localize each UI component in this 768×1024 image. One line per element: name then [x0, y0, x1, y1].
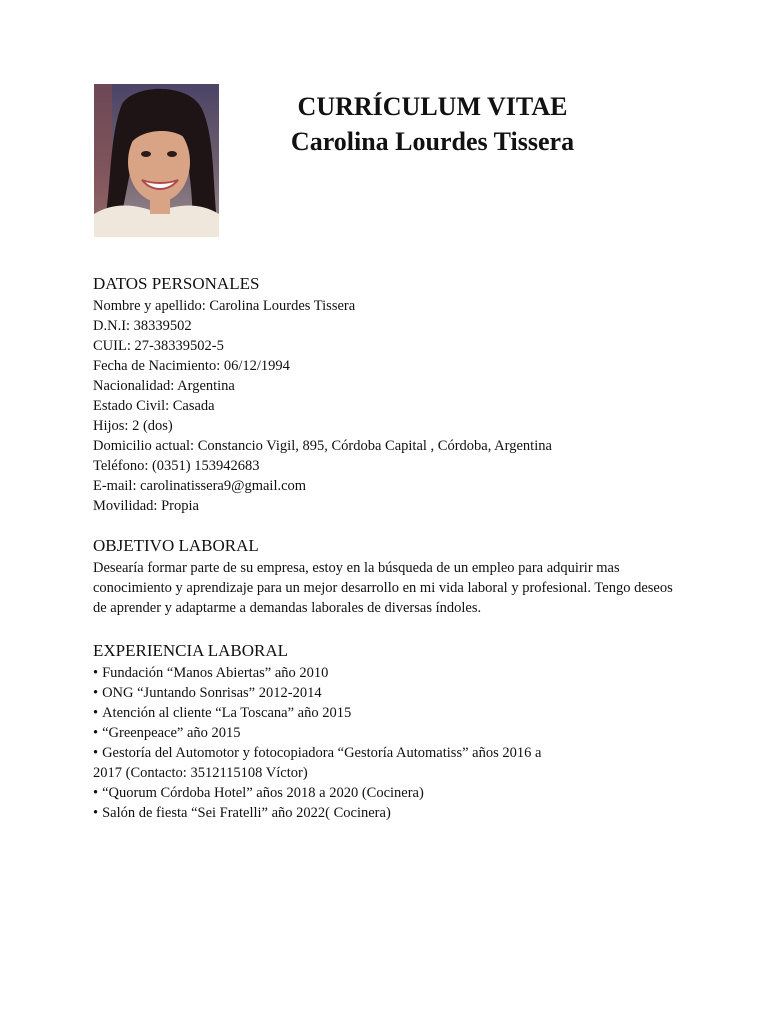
personal-nationality-line: Nacionalidad: Argentina [93, 378, 235, 394]
bullet-icon: • [93, 725, 99, 741]
section-heading-personal: DATOS PERSONALES [93, 274, 260, 293]
experience-item-text: Salón de fiesta “Sei Fratelli” año 2022( Cocinera) [102, 805, 391, 821]
experience-section [93, 639, 693, 823]
document-title: CURRÍCULUM VITAE [297, 92, 568, 121]
bullet-icon: • [93, 745, 99, 761]
experience-item [93, 723, 693, 743]
personal-mobility-line: Movilidad: Propia [93, 498, 199, 514]
bullet-icon: • [93, 805, 99, 821]
experience-item [93, 783, 693, 803]
objective-section [93, 534, 693, 618]
bullet-icon: • [93, 685, 99, 701]
document-header [230, 90, 635, 160]
experience-item-text: ONG “Juntando Sonrisas” 2012-2014 [102, 685, 322, 701]
bullet-icon: • [93, 785, 99, 801]
experience-item [93, 743, 693, 763]
experience-item-continuation: 2017 (Contacto: 3512115108 Víctor) [93, 765, 308, 781]
personal-name-line: Nombre y apellido: Carolina Lourdes Tissera [93, 298, 356, 314]
experience-item [93, 703, 693, 723]
experience-item [93, 803, 693, 823]
personal-phone-line: Teléfono: (0351) 153942683 [93, 458, 260, 474]
section-heading-objective: OBJETIVO LABORAL [93, 536, 259, 555]
personal-civil-status-line: Estado Civil: Casada [93, 398, 215, 414]
personal-email-line: E-mail: carolinatissera9@gmail.com [93, 478, 307, 494]
profile-photo [94, 84, 219, 237]
personal-dni-line: D.N.I: 38339502 [93, 318, 192, 334]
experience-item-text: Fundación “Manos Abiertas” año 2010 [102, 665, 329, 681]
experience-item-text: “Greenpeace” año 2015 [102, 725, 241, 741]
objective-text: Desearía formar parte de su empresa, estoy en la búsqueda de un empleo para adquirir mas conocimiento y aprendizaje para un mejor desarrollo en mi vida laboral y profesional. Tengo deseos de aprender y adaptarme a demandas laborales de diversas índoles. [93, 560, 673, 616]
experience-item-text: Atención al cliente “La Toscana” año 2015 [102, 705, 352, 721]
personal-cuil-line: CUIL: 27-38339502-5 [93, 338, 224, 354]
experience-item [93, 683, 693, 703]
experience-item [93, 663, 693, 683]
bullet-icon: • [93, 665, 99, 681]
personal-birthdate-line: Fecha de Nacimiento: 06/12/1994 [93, 358, 290, 374]
portrait-image [94, 84, 219, 237]
bullet-icon: • [93, 705, 99, 721]
experience-item-text: Gestoría del Automotor y fotocopiadora “Gestoría Automatiss” años 2016 a [102, 745, 542, 761]
personal-address-line: Domicilio actual: Constancio Vigil, 895, Córdoba Capital , Córdoba, Argentina [93, 438, 552, 454]
personal-data-section [93, 272, 693, 516]
cv-body [93, 272, 693, 823]
personal-children-line: Hijos: 2 (dos) [93, 418, 173, 434]
candidate-name: Carolina Lourdes Tissera [290, 127, 575, 156]
section-heading-experience: EXPERIENCIA LABORAL [93, 641, 289, 660]
experience-item-text: “Quorum Córdoba Hotel” años 2018 a 2020 (Cocinera) [102, 785, 424, 801]
